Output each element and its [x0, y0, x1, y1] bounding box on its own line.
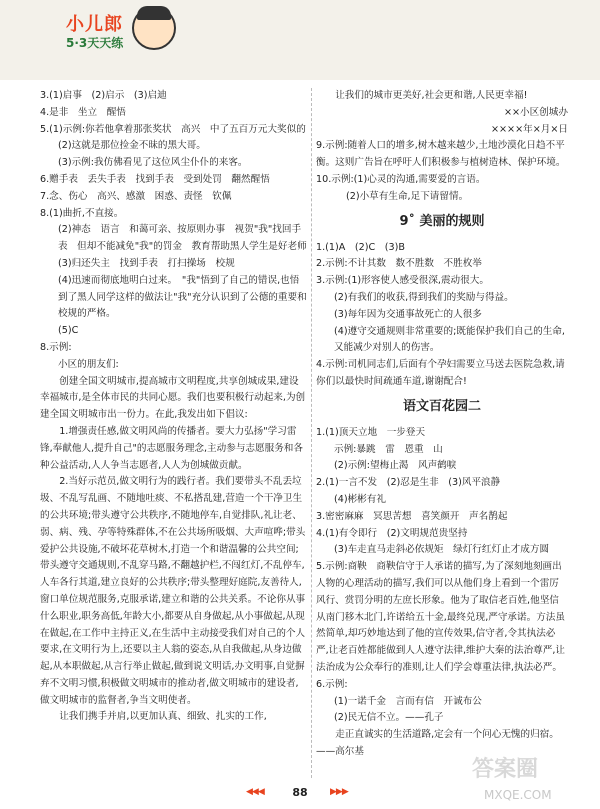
watermark-logo: 答案圈 [472, 757, 539, 782]
answer-line: 3.(1)启事 (2)启示 (3)启迪 [40, 90, 167, 101]
watermark-url: MXQE.COM [484, 788, 552, 802]
right-column [316, 88, 568, 761]
right-arrows-icon: ▶▶▶ [330, 787, 348, 797]
answer-line: 9.示例:随着人口的增多,树木越来越少,土地沙漠化日趋不平衡。这则广告旨在呼吁人们积极参与植树造林、保护环境。 [316, 140, 566, 169]
answer-line: (2)有我们的收获,得到我们的奖励与得益。 [334, 291, 514, 303]
answer-line: 5.示例:商鞅 商鞅信守于人承诺的描写,为了深刻地刻画出人物的心理活动的描写,我们可以从他们身上看到一个雷厉风行、赏罚分明的左庶长形象。他为了取信老百姓,他坚信从南门移木北门,许诺给五十金,最终兑现,严守承诺。方法虽然简单,却巧妙地达到了他的宣传效果,信守者,令其执法必严,让老百姓都能做到人人遵守法律,维护大秦的法治尊严,让法治成为公众奉行的准则,让人们学会尊重法律,执法必严。 [316, 561, 565, 673]
answer-line: (4)迅速而彻底地明白过来。 "我"悟到了自己的错误,也悟到了黑人同学这样的做法让"我"充分认识到了公德的重要和校规的严格。 [58, 274, 307, 320]
answer-line: 2.(1)一言不发 (2)忍是生非 (3)风平浪静 [316, 477, 501, 489]
letter-paragraph: 2.当好示范员,做文明行为的践行者。我们要带头不乱丢垃圾、不乱写乱画、不随地吐痰、不私搭乱建,营造一个干净卫生的公共环境;带头遵守公共秩序,不随地停车,自觉排队,礼让老、弱、病、残、孕等特殊群体,不在公共场所吸烟、大声喧哗;带头爱护公共设施,不破坏花草树木,打造一个和谐温馨的公共空间;带头遵守交通规则,不乱穿马路,不翻越护栏,不闯红灯,不乱停车,人车各行其道,建立良好的公共秩序;带头整理好庭院,友善待人,窗口单位规范服务,克服承诺,建立和谐的公共关系。不论你从事什么职业,职务高低,年龄大小,都要从自身做起,从小事做起,从现在做起,在工作中主持正义,在生活中主动接受我们对自己的个人要求,在文明行为上,还要以主人翁的姿态,从自我做起,从身边做起,从本职做起,从言行举止做起,做到说文明话,办文明事,自觉摒弃不文明习惯,积极做文明城市的推动者,做文明城市的建设者,做文明城市的监督者,争当文明使者。 [40, 476, 306, 706]
page-header [0, 0, 600, 80]
answer-line: 8.示例: [40, 341, 72, 353]
answer-line: 4.是非 坐立 醒悟 [40, 106, 126, 118]
letter-paragraph: 创建全国文明城市,提高城市文明程度,共享创城成果,建设幸福城市,是全体市民的共同心愿。我们也要积极行动起来,为创建全国文明城市出一份力。在此,我发出如下倡议: [40, 375, 306, 421]
answer-line: 2.示例:不计其数 数不胜数 不胜枚举 [316, 258, 482, 270]
column-divider [311, 88, 312, 778]
letter-date: ××××年×月×日 [490, 123, 568, 135]
letter-paragraph: 1.增强责任感,做文明风尚的传播者。要大力弘扬"学习雷锋,奉献他人,提升自己"的志愿服务理念,主动参与志愿服务和各种公益活动,人人争当志愿者,人人为创城做贡献。 [40, 425, 303, 471]
answer-line: 走正直诚实的生活道路,定会有一个问心无愧的归宿。——高尔基 [316, 729, 559, 757]
answer-line: 7.念、伤心 高兴、感激 困惑、责怪 钦佩 [40, 190, 232, 202]
answer-line: (3)每年因为交通事故死亡的人很多 [334, 308, 482, 320]
answer-line: 1.(1)顶天立地 一步登天 [316, 426, 426, 438]
answer-line: 示例:暴跳 雷 恩重 山 [334, 443, 443, 455]
brand-title: 小儿郎 [66, 14, 123, 35]
answer-line: (3)示例:我仿佛看见了这位风尘仆仆的来客。 [58, 157, 248, 169]
answer-line: 3.密密麻麻 冥思苦想 喜笑颜开 声名鹊起 [316, 510, 508, 522]
mascot-logo-icon [132, 6, 176, 50]
answer-line: (4)遵守交通规则非常重要的;既能保护我们自己的生命,又能减少对别人的伤害。 [334, 325, 565, 354]
answer-line: (2)示例:望梅止渴 风声鹤唳 [334, 460, 457, 472]
answer-line: 1.(1)A (2)C (3)B [316, 241, 405, 253]
left-column [40, 88, 308, 726]
answer-line: 4.示例:司机同志们,后面有个孕妇需要立马送去医院急救,请你们以最快时间疏通车道,谢谢配合! [316, 359, 565, 387]
answer-line: (2)民无信不立。——孔子 [334, 712, 444, 724]
answer-line: 4.(1)有令即行 (2)文明规范贵坚持 [316, 527, 468, 539]
left-arrows-icon: ◀◀◀ [246, 787, 264, 797]
answer-line: 10.示例:(1)心灵的沟通,需要爱的言语。 [316, 173, 486, 185]
page-number: 88 [292, 786, 308, 799]
answer-line: 5.(1)示例:你若他拿着那张奖状 高兴 中了五百万元大奖似的 [40, 123, 306, 135]
answer-line: 6.赠手表 丢失手表 找到手表 受到处罚 翻然醒悟 [40, 173, 270, 185]
section-title-1: 9˚ 美丽的规则 [399, 213, 485, 229]
answer-line: (1)一诺千金 言而有信 开诚布公 [334, 695, 482, 707]
letter-closing: 让我们的城市更美好,社会更和谐,人民更幸福! [335, 90, 528, 101]
section-title-2: 语文百花园二 [402, 398, 481, 414]
answer-line: 6.示例: [316, 678, 348, 690]
letter-signature: ××小区创城办 [503, 106, 568, 118]
brand-series: 5·3天天练 [66, 36, 124, 50]
answer-line: (4)彬彬有礼 [334, 493, 386, 505]
answer-line: (2)小草有生命,足下请留情。 [346, 190, 469, 202]
answer-line: (2)神态 语言 和蔼可亲、按原则办事 视贺"我"找回手表 但却不能减免"我"的罚金 教育帮助黑人学生是好老师 [58, 224, 307, 253]
answer-line: (3)归还失主 找到手表 打扫操场 校规 [58, 257, 235, 269]
answer-line: (2)这就是那位捡金不昧的黑大哥。 [58, 140, 206, 152]
answer-line: 8.(1)曲折,不直接。 [40, 207, 124, 219]
answer-line: 3.示例:(1)形容使人感受很深,震动很大。 [316, 275, 489, 287]
answer-line: (3)车走直马走斜必依规矩 绿灯行红灯止才成方圆 [334, 544, 550, 556]
answer-line: (5)C [58, 325, 79, 337]
letter-salutation: 小区的朋友们: [58, 358, 119, 370]
letter-paragraph: 让我们携手并肩,以更加认真、细致、扎实的工作, [59, 711, 267, 723]
